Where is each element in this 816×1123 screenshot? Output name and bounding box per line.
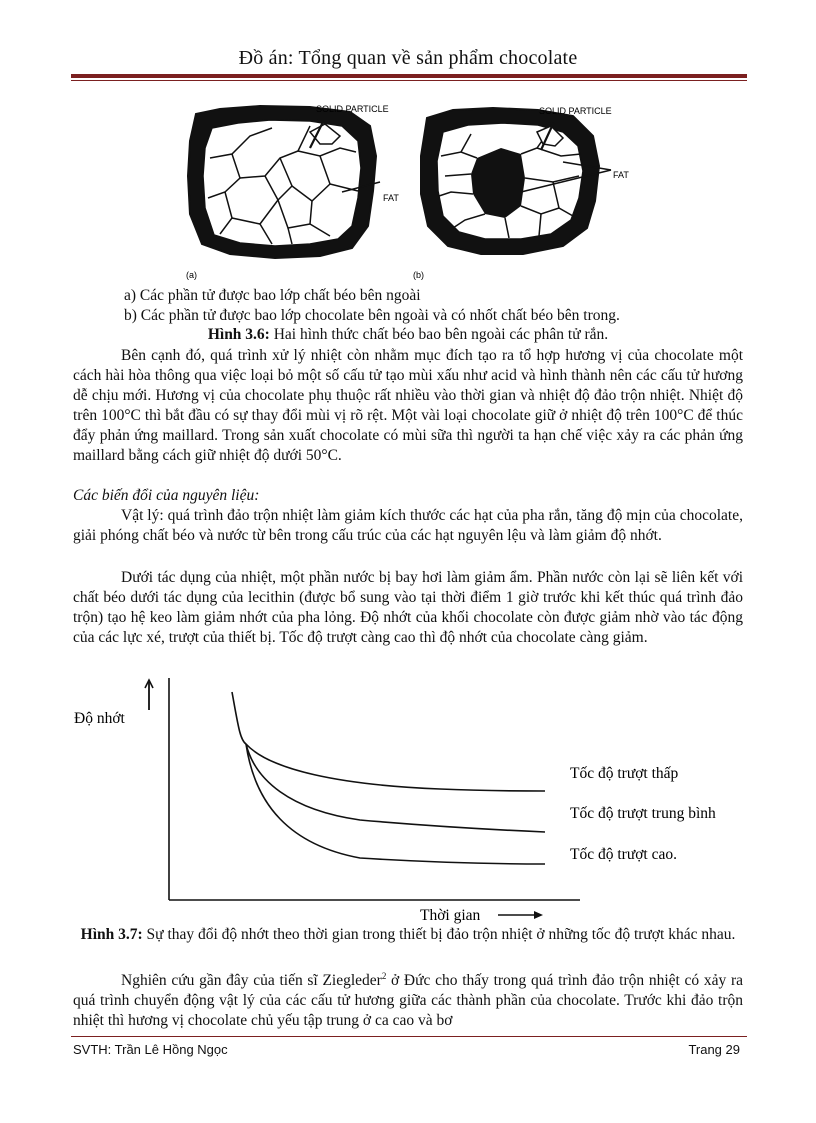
figure-3-6 bbox=[180, 96, 650, 286]
series-label-1: Tốc độ trượt thấp bbox=[570, 765, 679, 782]
figure-item-a: a) Các phần tử được bao lớp chất béo bên ngoài bbox=[124, 287, 421, 304]
figure-3-6-caption-label: Hình 3.6: bbox=[207, 326, 270, 343]
series-line-3 bbox=[246, 744, 545, 864]
paragraph-research bbox=[73, 966, 743, 1031]
label-a: (a) bbox=[186, 270, 197, 280]
y-axis-arrow bbox=[145, 680, 153, 710]
particle-diagram-b bbox=[413, 106, 629, 280]
page-header-title: Đồ án: Tổng quan về sản phẩm chocolate bbox=[238, 47, 578, 69]
figure-3-7-caption bbox=[73, 925, 743, 945]
research-text-start: Nghiên cứu gần đây của tiến sĩ Ziegleder bbox=[121, 972, 382, 990]
particle-diagram-a bbox=[186, 104, 399, 280]
paragraph-viscosity: Dưới tác dụng của nhiệt, một phần nước bị bay hơi làm giảm ẩm. Phần nước còn lại sẽ liên kết với chất béo dưới tác dụng của lecithin (được bổ sung vào tại thời điểm 1 giờ trước khi kết thúc quá trình đảo trộn) tạo hệ keo làm giảm nhớt của pha lỏng. Độ nhớt của khối chocolate còn được giảm nhờ vào tác động của các lực xé, trượt của thiết bị. Tốc độ trượt càng cao thì độ nhớt của chocolate càng giảm. bbox=[73, 569, 743, 646]
section-heading-changes: Các biến đổi của nguyên liệu: bbox=[73, 487, 260, 504]
header-rule-thin bbox=[71, 80, 747, 81]
footer-page-number: Trang 29 bbox=[688, 1042, 740, 1057]
x-axis-label: Thời gian bbox=[420, 907, 481, 924]
figure-3-7-caption-label: Hình 3.7: bbox=[80, 926, 143, 943]
y-axis-label: Độ nhớt bbox=[74, 710, 125, 727]
series-line-2 bbox=[246, 744, 545, 832]
series-label-2: Tốc độ trượt trung bình bbox=[570, 805, 716, 822]
figure-3-6-caption-text: Hai hình thức chất béo bao bên ngoài các phân tử rắn. bbox=[269, 326, 609, 343]
x-axis-arrow bbox=[498, 911, 543, 919]
solid-particle-label-b: SOLID PARTICLE bbox=[539, 106, 612, 116]
paragraph-physical: Vật lý: quá trình đảo trộn nhiệt làm giảm kích thước các hạt của pha rắn, tăng độ mịn của chocolate, giải phóng chất béo và nước từ bên trong cấu trúc của các hạt nguyên lệu và làm giảm độ nhớt. bbox=[73, 507, 743, 544]
footer-author: SVTH: Trần Lê Hồng Ngọc bbox=[73, 1042, 228, 1057]
fat-label-a: FAT bbox=[383, 193, 399, 203]
series-line-1 bbox=[232, 692, 545, 791]
paragraph-heat-flavor: Bên cạnh đó, quá trình xử lý nhiệt còn nhằm mục đích tạo ra tổ hợp hương vị của chocolate một cách hài hòa thông qua việc loại bỏ một số cấu tử tạo mùi xấu như acid và hình thành nên các cấu tử hương dễ chịu mới. Hương vị của chocolate phụ thuộc rất nhiều vào thời gian và nhiệt độ đảo trộn nhiệt. Nhiệt độ trên 100°C thì bắt đầu có sự thay đổi mùi vị rõ rệt. Một vài loại chocolate giữ ở nhiệt độ trên 100°C để thúc đẩy phản ứng maillard. Trong sản xuất chocolate có mùi sữa thì người ta hạn chế việc xảy ra các phản ứng maillard bằng cách giữ nhiệt độ dưới 50°C. bbox=[73, 347, 743, 464]
header-rule-thick bbox=[71, 74, 747, 78]
figure-3-7-caption-text: Sự thay đổi độ nhớt theo thời gian trong thiết bị đảo trộn nhiệt ở những tốc độ trượt khác nhau. bbox=[142, 926, 736, 943]
footer-rule bbox=[71, 1036, 747, 1037]
figure-3-6-caption bbox=[73, 325, 743, 345]
label-b: (b) bbox=[413, 270, 424, 280]
figure-item-b: b) Các phần tử được bao lớp chocolate bên ngoài và có nhốt chất béo bên trong. bbox=[124, 307, 620, 324]
footnote-ref: 2 bbox=[381, 971, 387, 981]
series-label-3: Tốc độ trượt cao. bbox=[570, 846, 677, 863]
research-text-rest: ở Đức cho thấy trong quá trình đảo trộn nhiệt có xảy ra quá trình chuyển động vật lý của các cấu tử hương giữa các thành phần của chocolate. Trước khi đảo trộn nhiệt thì hương vị chocolate chủ yếu tập trung ở ca cao và bơ bbox=[73, 972, 743, 1030]
solid-particle-label-a: SOLID PARTICLE bbox=[316, 104, 389, 114]
fat-label-b: FAT bbox=[613, 170, 629, 180]
figure-3-7-chart bbox=[60, 670, 760, 925]
